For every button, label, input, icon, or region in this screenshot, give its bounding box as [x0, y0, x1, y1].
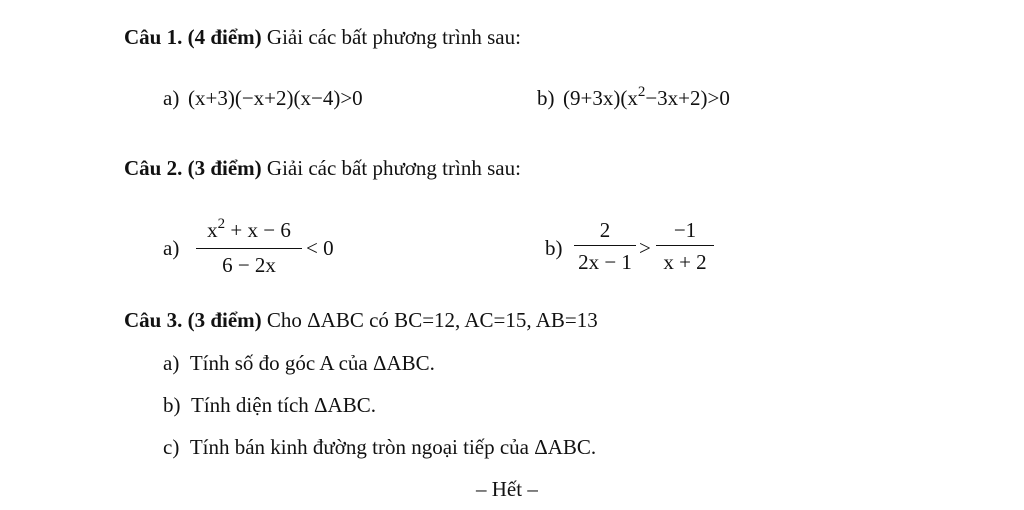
q2-a-num-base: x — [207, 218, 218, 242]
q3-text: Cho ΔABC có BC=12, AC=15, AB=13 — [261, 308, 598, 332]
q2-b-denominator-right: x + 2 — [663, 250, 707, 275]
q3-item-b — [163, 393, 376, 418]
q1-a-label: a) — [163, 86, 180, 110]
q3-item-a-text: Tính số đo góc A của ΔABC. — [189, 351, 435, 375]
q3-item-b-label: b) — [163, 393, 181, 417]
q2-a-label: a) — [163, 236, 180, 260]
q2-a-fraction — [196, 218, 302, 277]
q2-b-relation: > — [639, 236, 651, 260]
q1-b-expression-right: −3x+2)>0 — [645, 86, 730, 110]
q2-heading — [124, 156, 521, 181]
q2-b-denominator-left: 2x − 1 — [578, 250, 632, 275]
q2-title: Câu 2. (3 điểm) — [124, 156, 262, 180]
q3-item-b-text: Tính diện tích ΔABC. — [191, 393, 376, 417]
q2-a-relation: < 0 — [306, 236, 334, 260]
q1-title: Câu 1. (4 điểm) — [124, 25, 262, 49]
q3-item-c — [163, 435, 596, 460]
q2-b-fraction-bar-left — [574, 245, 636, 246]
q1-b-label: b) — [537, 86, 555, 110]
q1-b-exponent: 2 — [637, 84, 646, 100]
q1-b-expression-left: (9+3x)(x — [563, 86, 638, 110]
q2-a-num-rest: + x − 6 — [225, 218, 291, 242]
q3-item-a — [163, 351, 435, 376]
q2-a-denominator: 6 − 2x — [222, 253, 276, 278]
end-marker: – Hết – — [476, 477, 538, 501]
q2-a-fraction-bar — [196, 248, 302, 249]
q3-heading — [124, 308, 598, 333]
q2-b-fraction-right — [656, 218, 714, 274]
q2-b-fraction-bar-right — [656, 245, 714, 246]
q1-a-expression: (x+3)(−x+2)(x−4)>0 — [188, 86, 363, 110]
q1-b-expression — [563, 86, 730, 111]
q3-item-a-label: a) — [163, 351, 180, 375]
q2-b-label: b) — [545, 236, 563, 260]
q2-a-num-exponent: 2 — [217, 216, 226, 232]
q2-text: Giải các bất phương trình sau: — [261, 156, 521, 180]
q2-a-numerator — [196, 218, 302, 245]
q2-b-numerator-right: −1 — [673, 218, 697, 242]
q3-title: Câu 3. (3 điểm) — [124, 308, 262, 332]
q2-b-numerator-left: 2 — [599, 218, 611, 242]
q3-item-c-text: Tính bán kinh đường tròn ngoại tiếp của ΔABC. — [189, 435, 597, 459]
q2-b-fraction-left — [574, 218, 636, 274]
q1-text: Giải các bất phương trình sau: — [261, 25, 521, 49]
q1-heading — [124, 25, 521, 50]
q3-item-c-label: c) — [163, 435, 180, 459]
